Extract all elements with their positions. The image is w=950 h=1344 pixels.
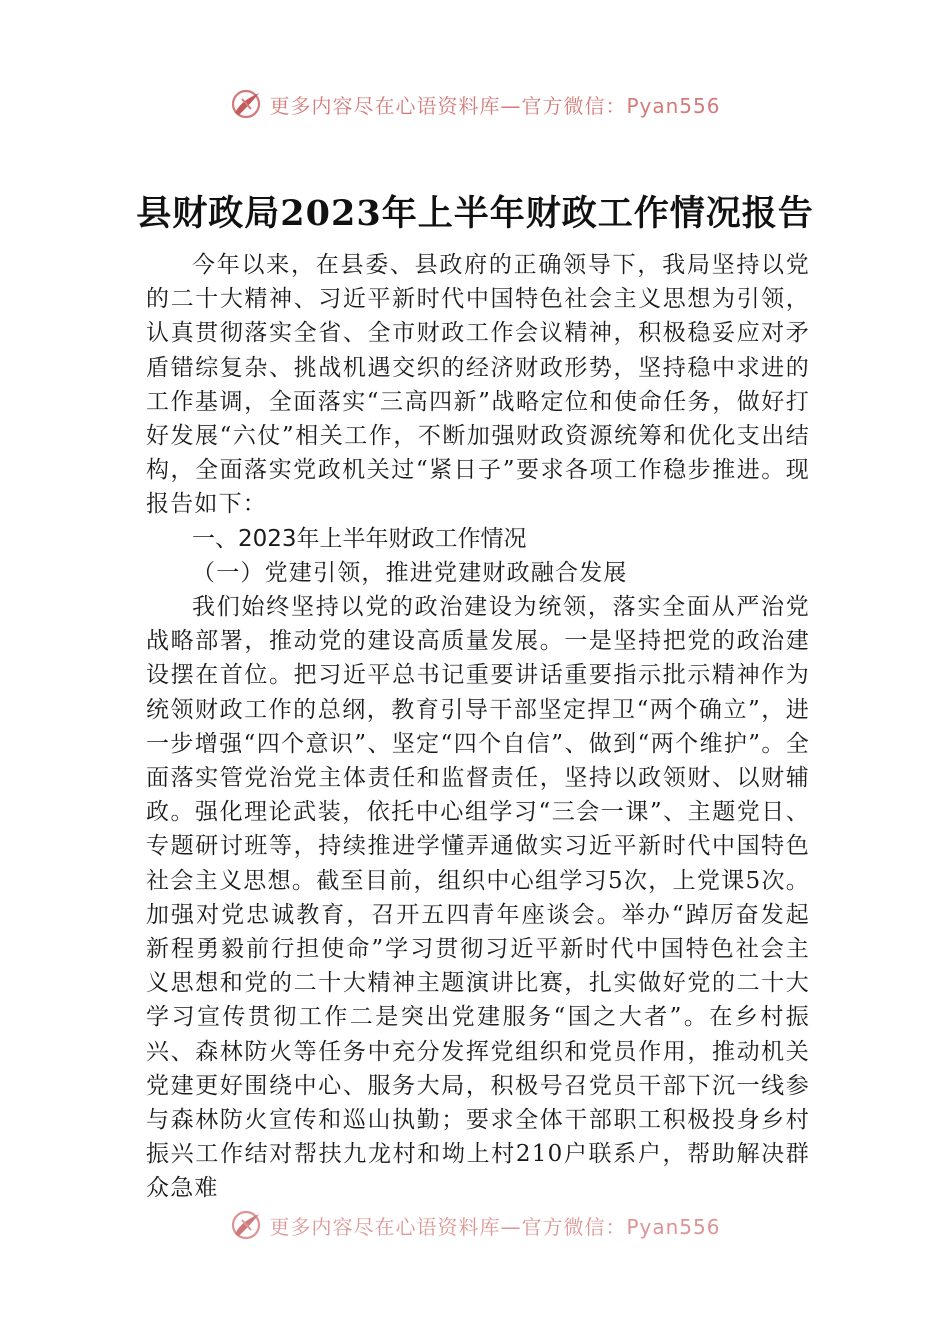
subsection-heading: （一）党建引领，推进党建财政融合发展 (192, 559, 628, 586)
intro-paragraph: 今年以来，在县委、县政府的正确领导下，我局坚持以党的二十大精神、习近平新时代中国特色社会主义思想为引领，认真贯彻落实全省、全市财政工作会议精神，积极稳妥应对矛盾错综复杂、挑战机遇交织的经济财政形势，坚持稳中求进的工作基调，全面落实“三高四新”战略定位和使命任务，做好打好发展“六仗”相关工作，不断加强财政资源统筹和优化支出结构，全面落实党政机关过“紧日子”要求各项工作稳步推进。现报告如下： (146, 252, 810, 518)
watermark-footer (0, 1208, 950, 1242)
watermark-logo-icon (229, 1208, 263, 1242)
document-title: 县财政局2023年上半年财政工作情况报告 (136, 193, 814, 234)
watermark-text: 更多内容尽在心语资料库—官方微信：Pyan556 (269, 93, 721, 118)
document-body (146, 248, 810, 1206)
watermark-text: 更多内容尽在心语资料库—官方微信：Pyan556 (269, 1214, 721, 1239)
body-paragraph: 我们始终坚持以党的政治建设为统领，落实全面从严治党战略部署，推动党的建设高质量发展。一是坚持把党的政治建设摆在首位。把习近平总书记重要讲话重要指示批示精神作为统领财政工作的总纲，教育引导干部坚定捍卫“两个确立”，进一步增强“四个意识”、坚定“四个自信”、做到“两个维护”。全面落实管党治党主体责任和监督责任，坚持以政领财、以财辅政。强化理论武装，依托中心组学习“三会一课”、主题党日、专题研讨班等，持续推进学懂弄通做实习近平新时代中国特色社会主义思想。截至目前，组织中心组学习5次，上党课5次。加强对党忠诚教育，召开五四青年座谈会。举办“踔厉奋发起新程勇毅前行担使命”学习贯彻习近平新时代中国特色社会主义思想和党的二十大精神主题演讲比赛，扎实做好党的二十大学习宣传贯彻工作二是突出党建服务“国之大者”。在乡村振兴、森林防火等任务中充分发挥党组织和党员作用，推动机关党建更好围绕中心、服务大局，积极号召党员干部下沉一线参与森林防火宣传和巡山执勤；要求全体干部职工积极投身乡村振兴工作结对帮扶九龙村和坳上村210户联系户，帮助解决群众急难 (146, 594, 810, 1202)
watermark-header (0, 86, 950, 122)
section-heading: 一、2023年上半年财政工作情况 (192, 525, 527, 552)
watermark-logo-icon (229, 87, 263, 121)
